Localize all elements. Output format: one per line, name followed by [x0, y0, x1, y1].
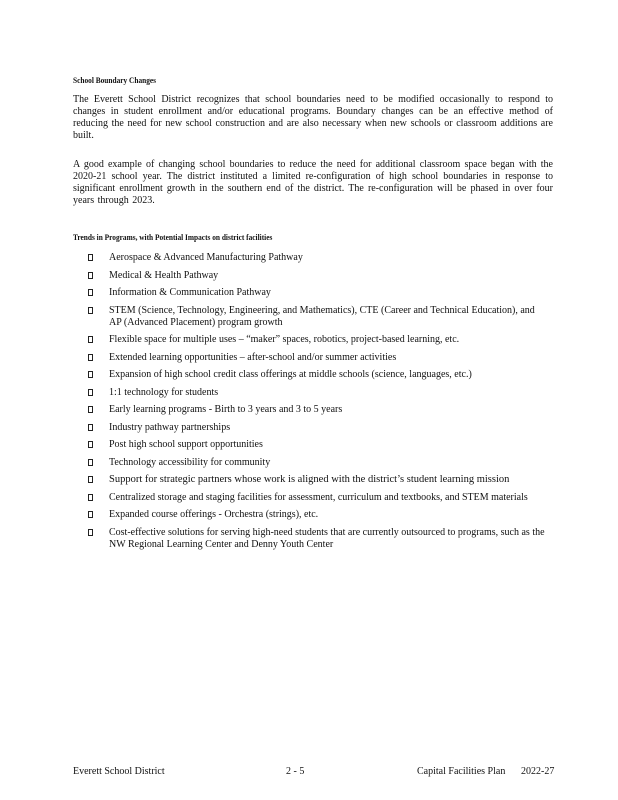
checkbox-bullet-icon: [88, 511, 93, 518]
checkbox-bullet-icon: [88, 272, 93, 279]
checkbox-bullet-icon: [88, 371, 93, 378]
list-item: Centralized storage and staging facilities for assessment, curriculum and textbooks, and STEM materials: [88, 492, 548, 504]
list-item: Technology accessibility for community: [88, 457, 548, 469]
section-heading-boundary: School Boundary Changes: [73, 76, 157, 85]
list-item: Cost-effective solutions for serving high-need students that are currently outsourced to programs, such as the NW Regional Learning Center and Denny Youth Center: [88, 527, 548, 551]
checkbox-bullet-icon: [88, 476, 93, 483]
checkbox-bullet-icon: [88, 424, 93, 431]
checkbox-bullet-icon: [88, 289, 93, 296]
paragraph-boundary-example: A good example of changing school boundaries to reduce the need for additional classroom space began with the 2020-21 school year. The district instituted a limited re-configuration of high school boundaries in response to significant enrollment growth in the southern end of the district. The re-configuration will be phased in over four years through 2023.: [73, 159, 553, 206]
list-item: STEM (Science, Technology, Engineering, and Mathematics), CTE (Career and Technical Education), and AP (Advanced Placement) program growth: [88, 305, 548, 329]
section-heading-trends: Trends in Programs, with Potential Impacts on district facilities: [73, 233, 273, 242]
list-item: Expanded course offerings - Orchestra (strings), etc.: [88, 509, 548, 521]
list-item: Industry pathway partnerships: [88, 422, 548, 434]
list-item: 1:1 technology for students: [88, 387, 548, 399]
checkbox-bullet-icon: [88, 406, 93, 413]
list-item: Aerospace & Advanced Manufacturing Pathway: [88, 252, 548, 264]
checkbox-bullet-icon: [88, 459, 93, 466]
list-item: Early learning programs - Birth to 3 years and 3 to 5 years: [88, 404, 548, 416]
checkbox-bullet-icon: [88, 389, 93, 396]
footer-district-name: Everett School District: [73, 766, 165, 777]
list-item: Post high school support opportunities: [88, 439, 548, 451]
checkbox-bullet-icon: [88, 441, 93, 448]
paragraph-boundary-intro: The Everett School District recognizes that school boundaries need to be modified occasionally to respond to changes in student enrollment and/or educational programs. Boundary changes can be an effective method of reducing the need for new school construction and are also necessary when new schools or classroom additions are built.: [73, 94, 553, 141]
checkbox-bullet-icon: [88, 354, 93, 361]
list-item: Medical & Health Pathway: [88, 270, 548, 282]
list-item: Information & Communication Pathway: [88, 287, 548, 299]
trends-list: [88, 252, 548, 556]
checkbox-bullet-icon: [88, 494, 93, 501]
list-item: Expansion of high school credit class offerings at middle schools (science, languages, etc.): [88, 369, 548, 381]
list-item: Flexible space for multiple uses – “maker” spaces, robotics, project-based learning, etc.: [88, 334, 548, 346]
checkbox-bullet-icon: [88, 529, 93, 536]
checkbox-bullet-icon: [88, 307, 93, 314]
footer-page-number: 2 - 5: [286, 766, 305, 777]
footer-plan-title: Capital Facilities Plan: [417, 766, 506, 777]
checkbox-bullet-icon: [88, 254, 93, 261]
list-item: Extended learning opportunities – after-school and/or summer activities: [88, 352, 548, 364]
checkbox-bullet-icon: [88, 336, 93, 343]
list-item: Support for strategic partners whose work is aligned with the district’s student learning mission: [88, 474, 548, 486]
footer-plan-years: 2022-27: [521, 766, 555, 777]
